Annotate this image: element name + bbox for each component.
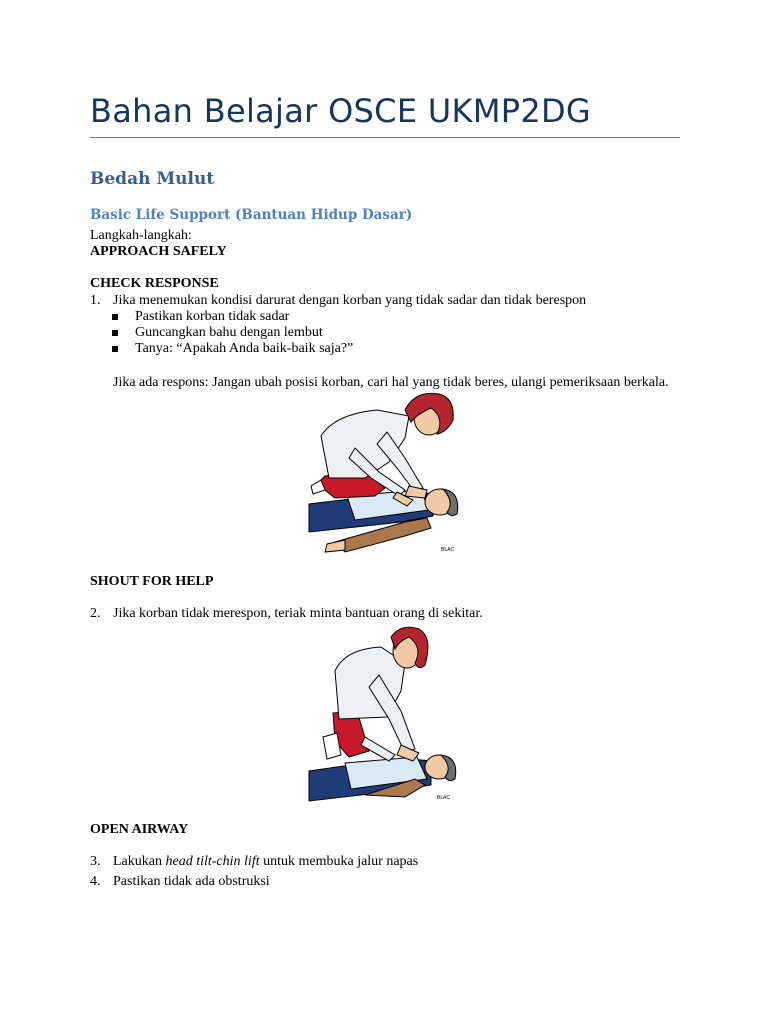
- response-note: Jika ada respons: Jangan ubah posisi korban, cari hal yang tidak beres, ulangi pemeriksaan berkala.: [113, 375, 669, 390]
- item-1-number: 1.: [90, 293, 101, 308]
- shout-for-help-heading: SHOUT FOR HELP: [90, 574, 214, 589]
- item-2-text: Jika korban tidak merespon, teriak minta bantuan orang di sekitar.: [113, 606, 483, 621]
- check-response-illustration: [305, 392, 465, 557]
- steps-label: Langkah-langkah:: [90, 228, 192, 243]
- item-4-number: 4.: [90, 874, 101, 889]
- item-3-pre: Lakukan: [113, 854, 166, 869]
- bullet-icon: [112, 346, 118, 352]
- bullet-icon: [112, 314, 118, 320]
- title-underline: [90, 137, 680, 138]
- bullet-icon: [112, 330, 118, 336]
- item-2-number: 2.: [90, 606, 101, 621]
- approach-safely-heading: APPROACH SAFELY: [90, 244, 227, 259]
- illustration-2-mark: BLAC: [437, 795, 451, 801]
- bullet-item-1: Pastikan korban tidak sadar: [135, 309, 290, 324]
- item-3-text: [113, 854, 418, 870]
- subsection-heading: Basic Life Support (Bantuan Hidup Dasar): [90, 207, 413, 223]
- item-1-text: Jika menemukan kondisi darurat dengan korban yang tidak sadar dan tidak berespon: [113, 293, 587, 308]
- shout-for-help-illustration: [305, 625, 465, 805]
- item-3-emphasis: head tilt-chin lift: [165, 854, 260, 869]
- item-3-number: 3.: [90, 854, 101, 869]
- illustration-1-mark: BLAC: [441, 547, 455, 553]
- bullet-item-3: Tanya: “Apakah Anda baik-baik saja?”: [135, 341, 354, 356]
- document-title: Bahan Belajar OSCE UKMP2DG: [90, 92, 592, 130]
- bullet-item-2: Guncangkan bahu dengan lembut: [135, 325, 323, 340]
- open-airway-heading: OPEN AIRWAY: [90, 822, 189, 837]
- item-3-post: untuk membuka jalur napas: [259, 854, 419, 869]
- section-heading: Bedah Mulut: [90, 169, 215, 189]
- check-response-heading: CHECK RESPONSE: [90, 276, 219, 291]
- item-4-text: Pastikan tidak ada obstruksi: [113, 874, 270, 889]
